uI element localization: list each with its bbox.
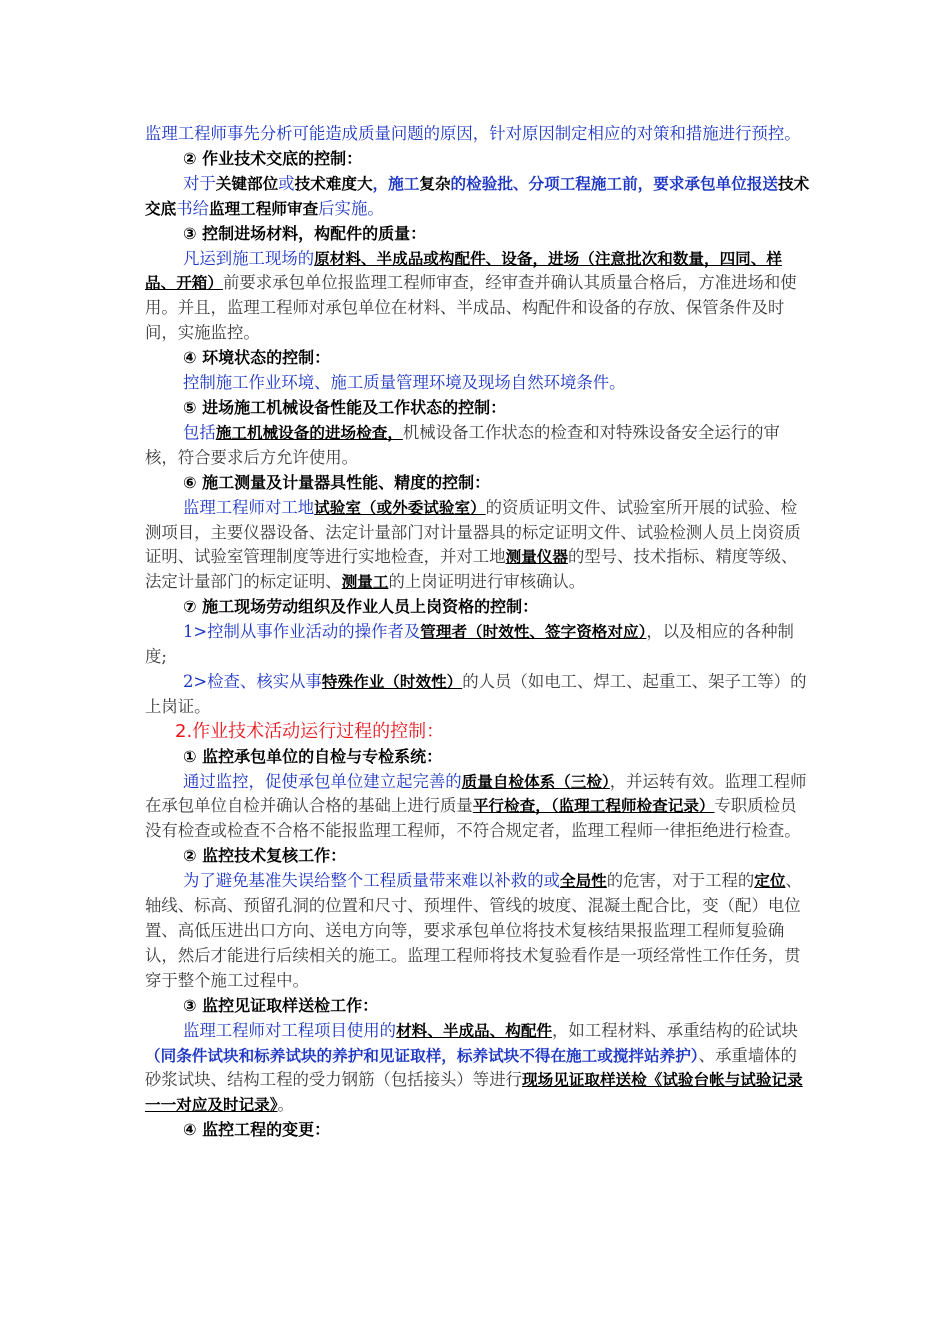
heading-witness-sampling: ③ 监控见证取样送检工作： <box>183 995 379 1015</box>
heading-measurement: ⑥ 施工测量及计量器具性能、精度的控制： <box>183 472 491 492</box>
heading-environment: ④ 环境状态的控制： <box>183 348 331 368</box>
heading-self-inspection: ① 监控承包单位的自检与专检系统： <box>183 746 443 766</box>
paragraph-self-inspection: 通过监控，促使承包单位建立起完善的质量自检体系（三检），并运转有效。监理工程师在承包单位自检并确认合格的基础上进行质量平行检查，（监理工程师检查记录）专职质检员没有检查或检查不合格不能报监理工程师，不符合规定者，监理工程师一律拒绝进行检查。 <box>145 771 807 841</box>
paragraph-labor-1: 1>控制从事作业活动的操作者及管理者（时效性、签字资格对应），以及相应的各种制度; <box>145 622 794 667</box>
heading-tech-briefing: ② 作业技术交底的控制： <box>183 148 363 168</box>
paragraph-tech-review: 为了避免基准失误给整个工程质量带来难以补救的或全局性的危害，对于工程的定位、轴线、标高、预留孔洞的位置和尺寸、预埋件、管线的坡度、混凝土配合比，变（配）电位置、高低压进出口方向、送电方向等，要求承包单位将技术复核结果报监理工程师复验确认，然后才能进行后续相关的施工。监理工程师将技术复验看作是一项经常性工作任务，贯穿于整个施工过程中。 <box>145 871 802 990</box>
paragraph-precontrol: 监理工程师事先分析可能造成质量问题的原因，针对原因制定相应的对策和措施进行预控。 <box>145 124 801 143</box>
heading-machinery: ⑤ 进场施工机械设备性能及工作状态的控制： <box>183 397 507 417</box>
paragraph-environment: 控制施工作业环境、施工质量管理环境及现场自然环境条件。 <box>183 373 626 393</box>
paragraph-measurement: 监理工程师对工地试验室（或外委试验室）的资质证明文件、试验室所开展的试验、检测项目，主要仪器设备、法定计量部门对计量器具的标定证明文件、试验检测人员上岗资质证明、试验室管理制度等进行实地检查，并对工地测量仪器的型号、技术指标、精度等级、法定计量部门的标定证明、测量工的上岗证明进行审核确认。 <box>145 497 801 592</box>
heading-material-control: ③ 控制进场材料，构配件的质量： <box>183 223 427 243</box>
paragraph-material-control: 凡运到施工现场的原材料、半成品或构配件、设备，进场（注意批次和数量，四同、样品、开箱）前要求承包单位报监理工程师审查，经审查并确认其质量合格后，方准进场和使用。并且，监理工程师对承包单位在材料、半成品、构配件和设备的存放、保管条件及时间，实施监控。 <box>145 248 797 343</box>
heading-labor: ⑦ 施工现场劳动组织及作业人员上岗资格的控制： <box>183 597 539 617</box>
paragraph-witness-sampling: 监理工程师对工程项目使用的材料、半成品、构配件，如工程材料、承重结构的砼试块（同条件试块和标养试块的养护和见证取样，标养试块不得在施工或搅拌站养护）、承重墙体的砂浆试块、结构工程的受力钢筋（包括接头）等进行现场见证取样送检《试验台帐与试验记录一一对应及时记录》。 <box>145 1020 803 1115</box>
document-page <box>145 122 811 1143</box>
heading-tech-review: ② 监控技术复核工作： <box>183 846 347 866</box>
heading-change-control: ④ 监控工程的变更： <box>183 1120 331 1140</box>
paragraph-tech-briefing: 对于关键部位或技术难度大，施工复杂的检验批、分项工程施工前，要求承包单位报送技术交底书给监理工程师审查后实施。 <box>145 173 810 218</box>
paragraph-labor-2: 2>检查、核实从事特殊作业（时效性）的人员（如电工、焊工、起重工、架子工等）的上岗证。 <box>145 671 807 716</box>
section-heading-process-control: 2.作业技术活动运行过程的控制： <box>175 720 445 742</box>
paragraph-machinery: 包括施工机械设备的进场检查，机械设备工作状态的检查和对特殊设备安全运行的审核，符合要求后方允许使用。 <box>145 422 780 467</box>
